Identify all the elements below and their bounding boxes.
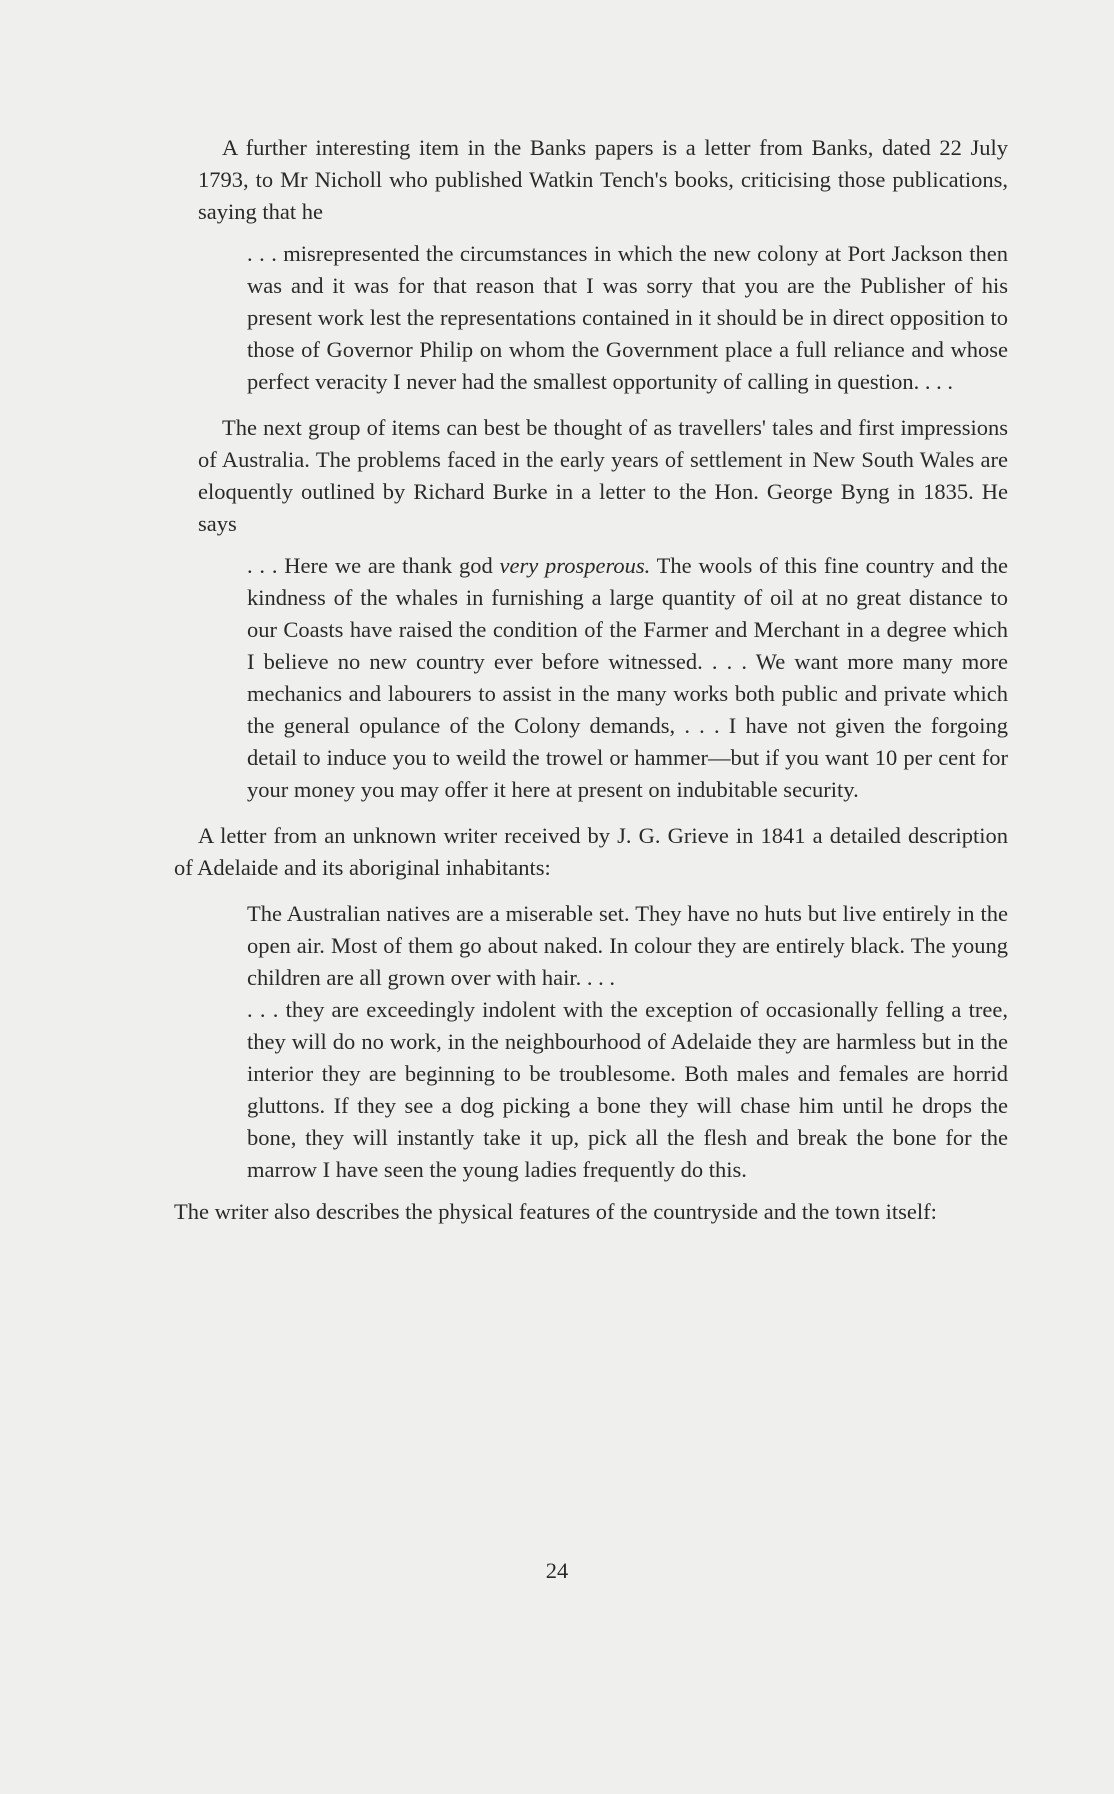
quote-burke-rest: The wools of this fine country and the kindness of the whales in furnishing a large quantity of oil at no great distance to our Coasts have raised the condition of the Farmer and Merchant in a degree which I believe no new country ever before witnessed. . . . We want more many more mechanics and labourers to assist in the many works both public and private which the general opulance of the Colony demands, . . . I have not given the forgoing detail to induce you to weild the trowel or hammer—but if you want 10 per cent for your money you may offer it here at present on indubitable security. [247,553,1008,802]
quote-burke [198,550,1008,806]
paragraph-banks-letter: A further interesting item in the Banks papers is a letter from Banks, dated 22 July 1793, to Mr Nicholl who published Watkin Tench's books, criticising those publications, saying that he [198,135,1008,224]
quote-adelaide-natives: The Australian natives are a miserable set. They have no huts but live entirely in the open air. Most of them go about naked. In colour they are entirely black. The young children are all grown over with hair. . . . [247,901,1008,990]
quote-burke-start: . . . Here we are thank god [247,553,500,578]
paragraph-physical-features: The writer also describes the physical features of the countryside and the town itself: [174,1199,937,1224]
quote-burke-emphasis: very prosperous. [499,553,651,578]
paragraph-travellers-tales: The next group of items can best be thought of as travellers' tales and first impressions of Australia. The problems faced in the early years of settlement in New South Wales are eloquently outlined by Richard Burke in a letter to the Hon. George Byng in 1835. He says [198,415,1008,536]
quote-banks: . . . misrepresented the circumstances in which the new colony at Port Jackson then was and it was for that reason that I was sorry that you are the Publisher of his present work lest the representations contained in it should be in direct opposition to those of Governor Philip on whom the Government place a full reliance and whose perfect veracity I never had the smallest opportunity of calling in question. . . . [247,241,1008,394]
body-text [174,132,1008,1228]
page-number: 24 [545,1558,569,1583]
paragraph-grieve-letter: A letter from an unknown writer received by J. G. Grieve in 1841 a detailed description of Adelaide and its aboriginal inhabitants: [174,823,1008,880]
quote-adelaide-habits: . . . they are exceedingly indolent with the exception of occasionally felling a tree, they will do no work, in the neighbourhood of Adelaide they are harmless but in the interior they are beginning to be troublesome. Both males and females are horrid gluttons. If they see a dog picking a bone they will chase him until he drops the bone, they will instantly take it up, pick all the flesh and break the bone for the marrow I have seen the young ladies frequently do this. [247,997,1008,1182]
